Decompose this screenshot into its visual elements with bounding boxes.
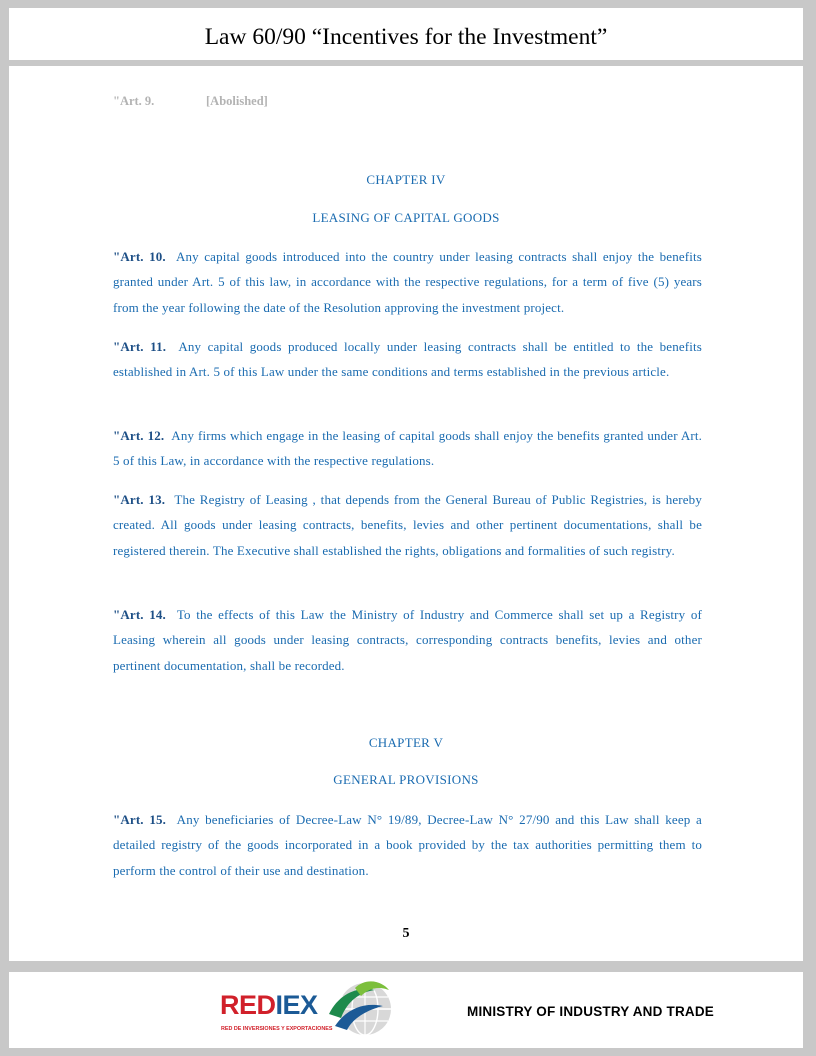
- article-text: Any capital goods introduced into the country under leasing contracts shall enjoy the benefits granted under Art. 5 of this law, in accordance with the respective regulations, for a term of five (5) years from the year following the date of the Resolution approving the investment project.: [113, 249, 702, 315]
- document-page: [9, 66, 803, 961]
- article-number: "Art. 13.: [113, 492, 166, 507]
- logo-wordmark: REDIEX: [220, 990, 318, 1020]
- rediex-logo: [220, 980, 395, 1040]
- article-11: [113, 334, 702, 385]
- ministry-name: MINISTRY OF INDUSTRY AND TRADE: [467, 1004, 715, 1019]
- document-footer: [9, 972, 803, 1048]
- article-15: [113, 807, 702, 883]
- chapter-title: GENERAL PROVISIONS: [333, 772, 479, 787]
- logo-tagline: RED DE INVERSIONES Y EXPORTACIONES: [221, 1026, 333, 1032]
- article-text: The Registry of Leasing , that depends from the General Bureau of Public Registries, is hereby created. All goods under leasing contracts, benefits, levies and other pertinent documentations, shall be registered therein. The Executive shall established the rights, obligations and formalities of such registry.: [113, 492, 702, 558]
- article-12: [113, 423, 702, 474]
- article-number: "Art. 9.: [113, 94, 155, 108]
- article-text: To the effects of this Law the Ministry of Industry and Commerce shall set up a Registry of Leasing wherein all goods under leasing contracts, corresponding contracts benefits, levies and other pertinent documentation, shall be recorded.: [113, 607, 702, 673]
- article-number: "Art. 10.: [113, 249, 166, 264]
- article-text: Any firms which engage in the leasing of capital goods shall enjoy the benefits granted under Art. 5 of this Law, in accordance with the respective regulations.: [113, 428, 702, 469]
- chapter-label: CHAPTER IV: [366, 172, 446, 187]
- document-header: [9, 8, 803, 60]
- article-9: [113, 94, 268, 109]
- article-number: "Art. 14.: [113, 607, 166, 622]
- article-number: "Art. 11.: [113, 339, 167, 354]
- article-14: [113, 602, 702, 678]
- chapter-title: LEASING OF CAPITAL GOODS: [312, 210, 500, 225]
- article-text: Any capital goods produced locally under leasing contracts shall be entitled to the benefits established in Art. 5 of this Law under the same conditions and terms established in the previous article.: [113, 339, 703, 380]
- article-10: [113, 244, 702, 320]
- chapter-label: CHAPTER V: [368, 735, 444, 750]
- article-text: Any beneficiaries of Decree-Law N° 19/89, Decree-Law N° 27/90 and this Law shall keep a detailed registry of the goods incorporated in a book provided by the tax authorities permitting them to perform the control of their use and destination.: [113, 812, 702, 878]
- article-13: [113, 487, 702, 563]
- article-number: "Art. 12.: [113, 428, 165, 443]
- article-text: [Abolished]: [206, 94, 268, 108]
- page-number: 5: [402, 926, 410, 941]
- document-title: Law 60/90 “Incentives for the Investment”: [204, 24, 608, 50]
- article-number: "Art. 15.: [113, 812, 167, 827]
- globe-icon: [325, 980, 395, 1038]
